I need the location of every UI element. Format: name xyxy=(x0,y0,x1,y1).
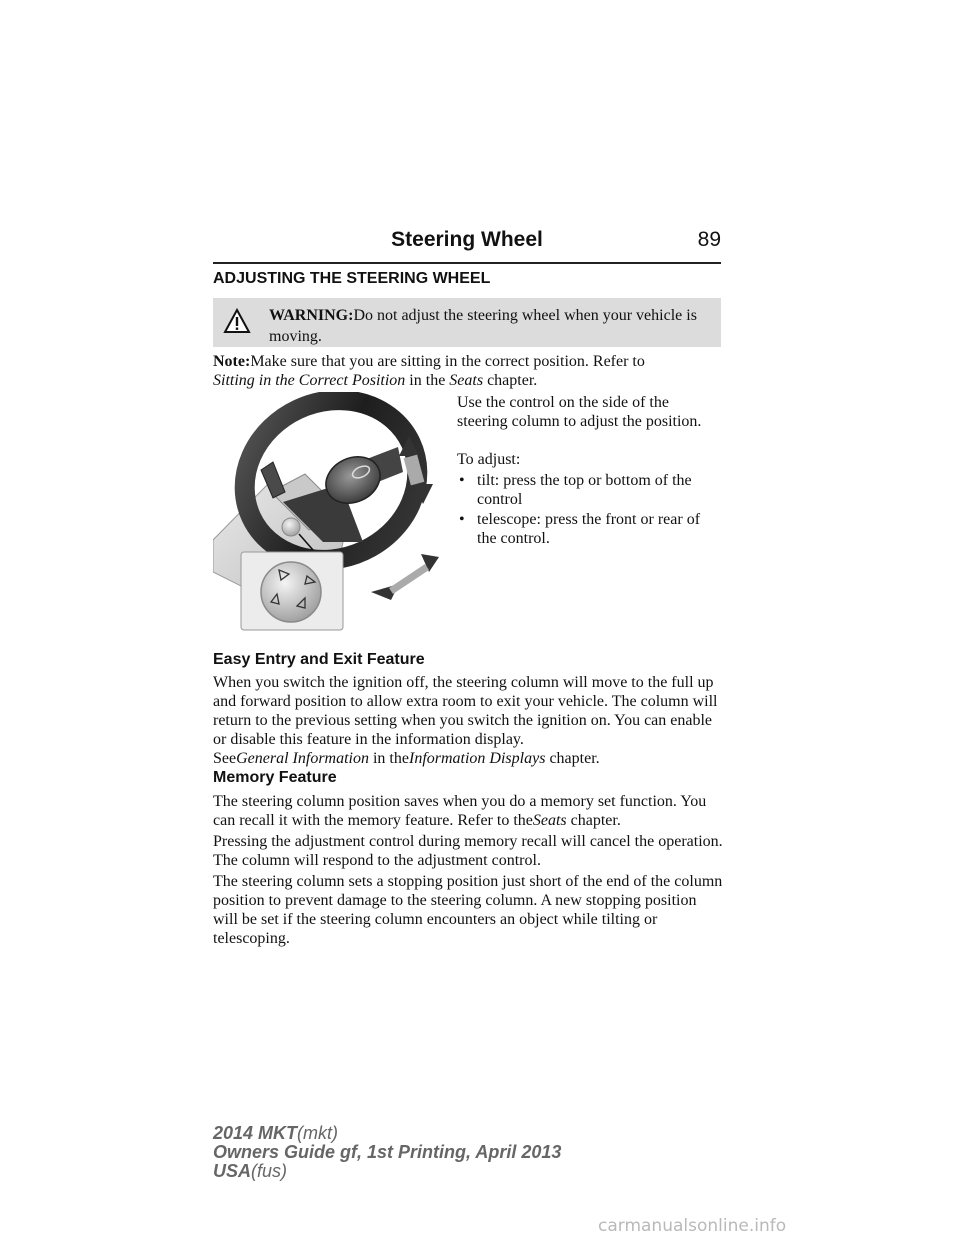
note-ref: Sitting in the Correct Position xyxy=(213,372,406,389)
memory-p1-end: chapter. xyxy=(570,812,621,829)
footer-line-2: Owners Guide gf, 1st Printing, April 2013 xyxy=(213,1142,562,1162)
note-text: Make sure that you are sitting in the correct position. Refer to xyxy=(250,353,645,370)
note-chapter: Seats xyxy=(449,372,484,389)
easy-entry-paragraph xyxy=(213,673,723,768)
page-number: 89 xyxy=(697,228,721,251)
easy-entry-text: When you switch the ignition off, the steering column will move to the full up and forward position to allow extra room to exit your vehicle. The column will return to the previous setting when you switch the ignition on. You can enable or disable this feature in the information display. xyxy=(213,674,718,748)
note-label: Note: xyxy=(213,353,251,370)
footer-model: 2014 MKT xyxy=(213,1123,298,1143)
bullet-telescope-text: telescope: press the front or rear of the control. xyxy=(477,511,701,547)
note-end: chapter. xyxy=(487,372,538,389)
footer-market-code: (fus) xyxy=(251,1161,288,1181)
page-title: Steering Wheel xyxy=(391,228,543,251)
easy-entry-chapter: Information Displays xyxy=(408,750,546,767)
page-footer xyxy=(213,1124,561,1181)
steering-wheel-illustration xyxy=(213,392,445,632)
memory-p1-chapter: Seats xyxy=(532,812,567,829)
telescope-arrow-icon xyxy=(371,554,439,600)
note-paragraph xyxy=(213,352,723,390)
watermark: carmanualsonline.info xyxy=(598,1216,787,1236)
easy-entry-ref: General Information xyxy=(236,750,369,767)
warning-box xyxy=(213,298,721,347)
footer-market: USA xyxy=(213,1161,252,1181)
page-header xyxy=(213,228,721,264)
to-adjust-label: To adjust: xyxy=(457,451,521,468)
memory-p1-text: The steering column position saves when you do a memory set function. You can recall it with the memory feature. Refer to the xyxy=(213,793,707,829)
note-mid: in the xyxy=(409,372,446,389)
warning-icon xyxy=(223,308,251,334)
easy-entry-see: See xyxy=(213,750,237,767)
easy-entry-end: chapter. xyxy=(549,750,600,767)
bullet-tilt-text: tilt: press the top or bottom of the control xyxy=(477,472,692,508)
memory-heading: Memory Feature xyxy=(213,769,337,786)
easy-entry-heading: Easy Entry and Exit Feature xyxy=(213,651,425,668)
memory-paragraph-1 xyxy=(213,792,723,830)
bullet-dot: • xyxy=(459,511,465,528)
easy-entry-mid: in the xyxy=(372,750,409,767)
memory-paragraph-3: The steering column sets a stopping position just short of the end of the column position to prevent damage to the steering column. A new stopping position will be set if the steering column encounters an object while tilting or telescoping. xyxy=(213,873,723,947)
footer-line-1 xyxy=(213,1124,561,1143)
footer-line-3 xyxy=(213,1162,561,1181)
warning-label: WARNING: xyxy=(269,307,354,324)
intro-text: Use the control on the side of the steering column to adjust the position. xyxy=(457,394,702,430)
warning-text xyxy=(269,305,713,347)
warning-body: Do not adjust the steering wheel when your vehicle is moving. xyxy=(269,307,697,345)
memory-paragraph-2: Pressing the adjustment control during memory recall will cancel the operation. The column will respond to the adjustment control. xyxy=(213,833,723,869)
section-title: ADJUSTING THE STEERING WHEEL xyxy=(213,270,491,287)
footer-model-code: (mkt) xyxy=(297,1123,339,1143)
bullet-dot: • xyxy=(459,472,465,489)
